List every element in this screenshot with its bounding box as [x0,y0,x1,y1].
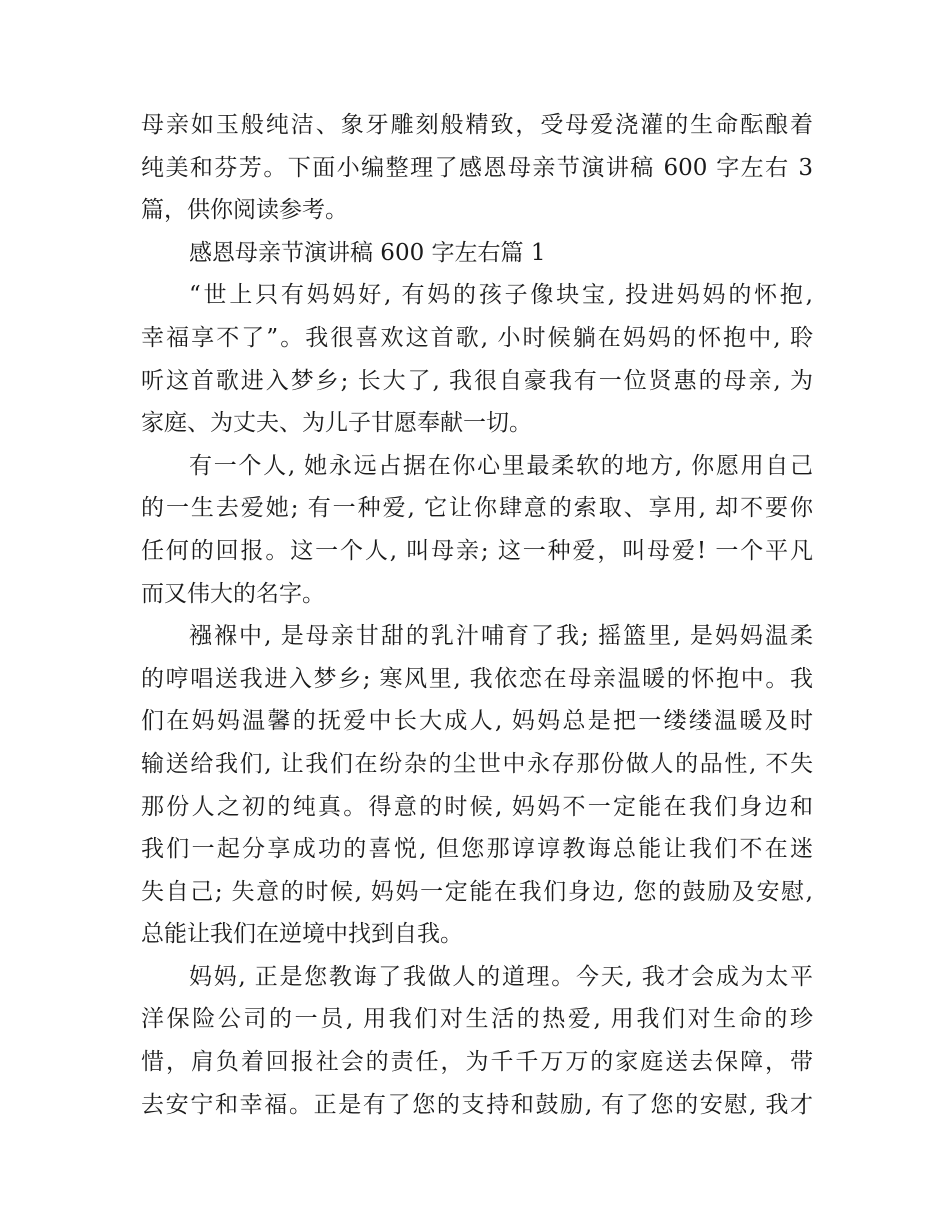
text-line: 们在妈妈温馨的抚爱中长大成人, 妈妈总是把一缕缕温暖及时 [141,708,813,735]
section-heading [141,232,813,275]
text-line: 篇，供你阅读参考。 [141,197,348,224]
text-line: 母亲如玉般纯洁、象牙雕刻般精致，受母爱浇灌的生命酝酿着 [141,112,813,138]
paragraph [141,615,813,956]
text-line: 纯美和芬芳。下面小编整理了感恩母亲节演讲稿 600 字左右 3 [141,154,813,181]
text-line: 总能让我们在逆境中找到自我。 [141,921,463,948]
paragraph [141,445,813,615]
text-line: 去安宁和幸福。正是有了您的支持和鼓励, 有了您的安慰, 我才 [141,1091,813,1118]
paragraph [141,956,813,1126]
document-body [141,104,813,1126]
text-line: 家庭、为丈夫、为儿子甘愿奉献一切。 [141,410,532,437]
text-line: 襁褓中, 是母亲甘甜的乳汁哺育了我; 摇篮里, 是妈妈温柔 [189,623,813,650]
text-line: 而又伟大的名字。 [141,580,325,607]
heading-text-line: 感恩母亲节演讲稿 600 字左右篇 1 [189,239,546,266]
text-line: 洋保险公司的一员, 用我们对生活的热爱, 用我们对生命的珍 [141,1006,813,1033]
text-line: 幸福享不了”。我很喜欢这首歌, 小时候躺在妈妈的怀抱中, 聆 [141,324,813,351]
text-line: 的一生去爱她; 有一种爱, 它让你肆意的索取、享用, 却不要你 [141,495,813,522]
text-line: 妈妈, 正是您教诲了我做人的道理。今天, 我才会成为太平 [189,963,813,990]
text-line: 输送给我们, 让我们在纷杂的尘世中永存那份做人的品性, 不失 [141,750,813,777]
text-line: 的哼唱送我进入梦乡; 寒风里, 我依恋在母亲温暖的怀抱中。我 [141,665,813,692]
text-line: 惜，肩负着回报社会的责任，为千千万万的家庭送去保障，带 [141,1049,813,1076]
paragraph [141,274,813,444]
text-line: 那份人之初的纯真。得意的时候, 妈妈不一定能在我们身边和 [141,793,813,820]
text-line: 我们一起分享成功的喜悦, 但您那谆谆教诲总能让我们不在迷 [141,836,813,863]
text-line: “世上只有妈妈好, 有妈的孩子像块宝, 投进妈妈的怀抱, [189,282,813,309]
text-line: 任何的回报。这一个人, 叫母亲; 这一种爱，叫母爱! 一个平凡 [141,537,813,564]
paragraph [141,104,813,232]
text-line: 听这首歌进入梦乡; 长大了, 我很自豪我有一位贤惠的母亲, 为 [141,367,813,394]
text-line: 有一个人, 她永远占据在你心里最柔软的地方, 你愿用自己 [189,452,813,479]
text-line: 失自己; 失意的时候, 妈妈一定能在我们身边, 您的鼓励及安慰, [141,878,813,905]
